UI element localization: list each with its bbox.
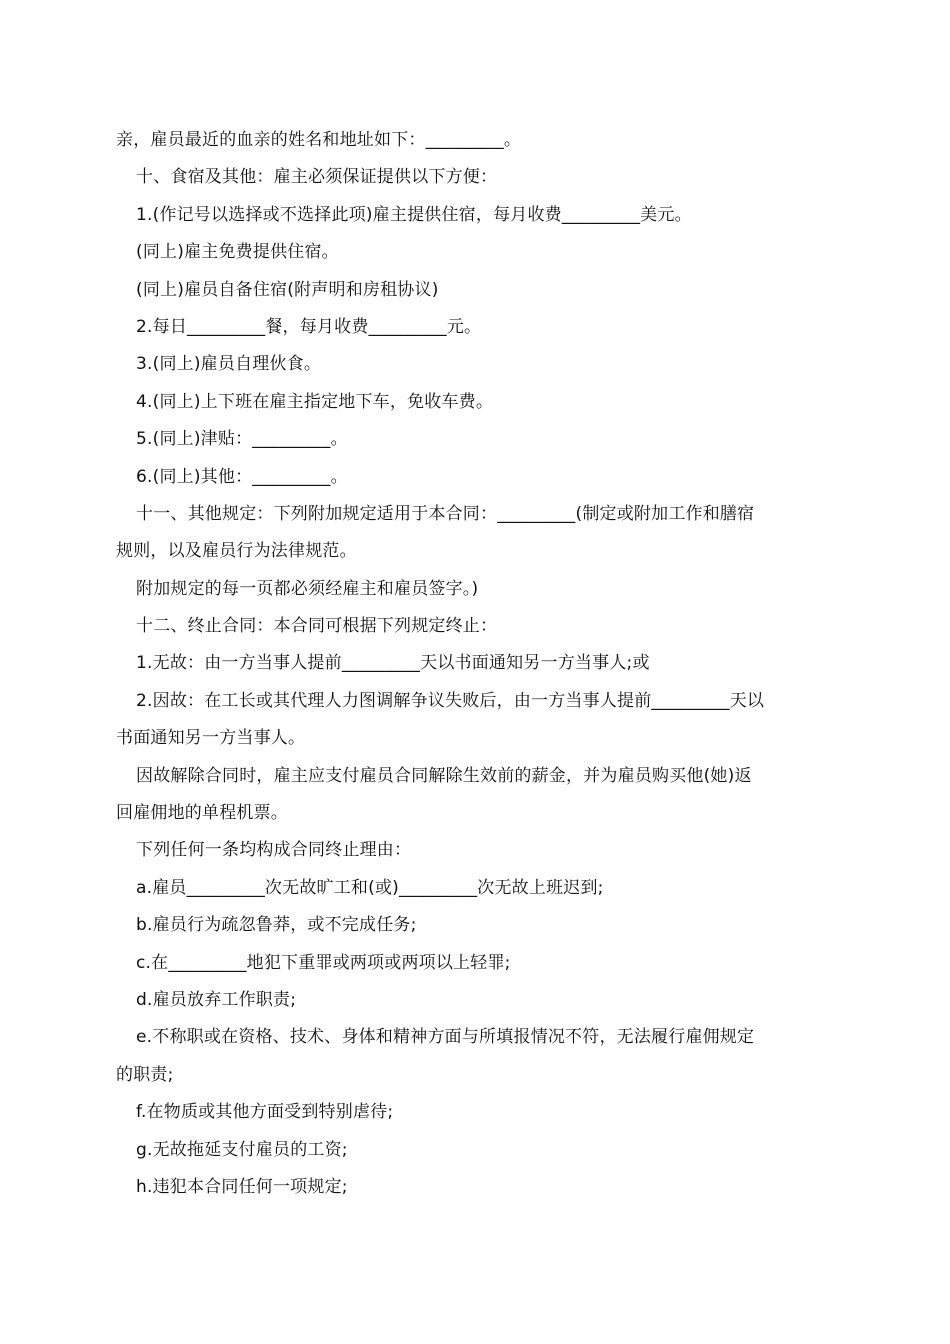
text-line: 十二、终止合同：本合同可根据下列规定终止： [136, 616, 498, 637]
text-line: 十、食宿及其他：雇主必须保证提供以下方便： [136, 167, 498, 188]
text-line: a.雇员_________次无故旷工和(或)_________次无故上班迟到; [136, 877, 604, 898]
text-line: 规则，以及雇员行为法律规范。 [116, 541, 357, 562]
text-line: 2.每日_________餐，每月收费_________元。 [136, 316, 482, 337]
text-line: 6.(同上)其他：_________。 [136, 466, 348, 487]
text-line: 十一、其他规定：下列附加规定适用于本合同：_________(制定或附加工作和膳宿 [136, 503, 755, 524]
text-line: d.雇员放弃工作职责; [136, 989, 297, 1010]
text-line: 因故解除合同时，雇主应支付雇员合同解除生效前的薪金，并为雇员购买他(她)返 [136, 765, 752, 786]
text-line: c.在_________地犯下重罪或两项或两项以上轻罪; [136, 952, 511, 973]
text-line: 下列任何一条均构成合同终止理由： [136, 840, 412, 861]
text-line: 1.(作记号以选择或不选择此项)雇主提供住宿，每月收费_________美元。 [136, 204, 692, 225]
text-line: 的职责; [116, 1064, 174, 1085]
text-line: 书面通知另一方当事人。 [116, 728, 306, 749]
text-line: 4.(同上)上下班在雇主指定地下车，免收车费。 [136, 391, 494, 412]
text-line: g.无故拖延支付雇员的工资; [136, 1139, 348, 1160]
text-line: (同上)雇员自备住宿(附声明和房租协议) [136, 279, 439, 300]
text-line: 1.无故：由一方当事人提前_________天以书面通知另一方当事人;或 [136, 653, 650, 674]
text-line: f.在物质或其他方面受到特别虐待; [136, 1102, 394, 1123]
text-line: 3.(同上)雇员自理伙食。 [136, 354, 322, 375]
text-line: h.违犯本合同任何一项规定; [136, 1176, 348, 1197]
text-line: 回雇佣地的单程机票。 [116, 803, 288, 824]
text-line: (同上)雇主免费提供住宿。 [136, 242, 339, 263]
document-body [116, 122, 836, 1206]
text-line: 5.(同上)津贴：_________。 [136, 429, 348, 450]
text-line: b.雇员行为疏忽鲁莽，或不完成任务; [136, 915, 417, 936]
text-line: 附加规定的每一页都必须经雇主和雇员签字。) [136, 578, 479, 599]
text-line: e.不称职或在资格、技术、身体和精神方面与所填报情况不符，无法履行雇佣规定 [136, 1027, 755, 1048]
text-line: 亲，雇员最近的血亲的姓名和地址如下：_________。 [116, 130, 522, 150]
text-line: 2.因故：在工长或其代理人力图调解争议失败后，由一方当事人提前_________天以 [136, 690, 765, 711]
